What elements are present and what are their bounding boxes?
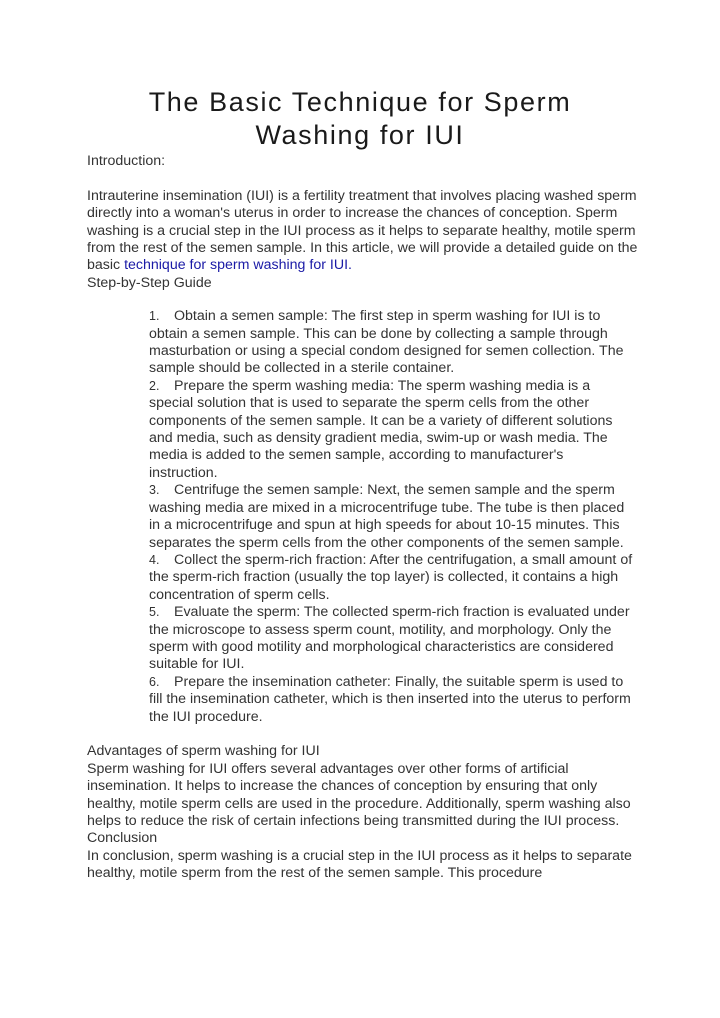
spacer [87,170,647,187]
list-item [149,552,635,604]
step-text: Evaluate the sperm: The collected sperm-rich fraction is evaluated under the microscope to assess sperm count, motility, and morphology. Only the sperm with good motility and morphological characteristics are considered suitable for IUI. [149,604,630,673]
document-body [87,153,647,883]
list-item [149,674,635,726]
step-text: Centrifuge the semen sample: Next, the semen sample and the sperm washing media are mixed in a microcentrifuge tube. The tube is then placed in a microcentrifuge and spun at high speeds for about 10-15 minutes. This separates the sperm cells from the other components of the semen sample. [149,482,625,551]
step-text: Prepare the sperm washing media: The sperm washing media is a special solution that is used to separate the sperm cells from the other components of the semen sample. It can be a variety of different solutions and media, such as density gradient media, swim-up or wash media. The media is added to the semen sample, according to manufacturer's instruction. [149,377,613,481]
advantages-paragraph: Sperm washing for IUI offers several advantages over other forms of artificial insemination. It helps to increase the chances of conception by ensuring that only healthy, motile sperm cells are used in the procedure. Additionally, sperm washing also helps to reduce the risk of certain infections being transmitted during the IUI process. [87,760,631,829]
step-number: 5. [149,605,160,620]
step-text: Prepare the insemination catheter: Finally, the suitable sperm is used to fill the insemination catheter, which is then inserted into the uterus to perform the IUI procedure. [149,673,631,725]
step-text: Obtain a semen sample: The first step in sperm washing for IUI is to obtain a semen sample. This can be done by collecting a sample through masturbation or using a special condom designed for semen collection. The sample should be collected in a sterile container. [149,308,624,377]
step-number: 4. [149,552,160,567]
list-item [149,482,635,552]
sperm-washing-link[interactable]: technique for sperm washing for IUI. [120,257,352,274]
list-item [149,604,635,674]
list-item [149,378,635,482]
intro-text: Intrauterine insemination (IUI) is a fertility treatment that involves placing washed sperm directly into a woman's uterus in order to increase the chances of conception. Sperm washing is a crucial step in the IUI process as it helps to separate healthy, motile sperm from the rest of the semen sample. In this article, we will provide a detailed guide on the basic [87,187,638,274]
step-number: 6. [149,674,160,689]
intro-paragraph [87,188,647,275]
list-item [149,308,635,378]
intro-heading: Introduction: [87,153,166,169]
guide-heading: Step-by-Step Guide [87,274,212,291]
step-number: 2. [149,378,160,393]
conclusion-paragraph: In conclusion, sperm washing is a crucial step in the IUI process as it helps to separate healthy, motile sperm from the rest of the semen sample. This procedure [87,847,632,882]
page-title: The Basic Technique for Sperm Washing for IUI [148,87,572,150]
conclusion-heading: Conclusion [87,830,158,847]
spacer [87,726,647,743]
step-number: 1. [149,309,160,324]
step-text: Collect the sperm-rich fraction: After the centrifugation, a small amount of the sperm-rich fraction (usually the top layer) is collected, it contains a high concentration of sperm cells. [149,551,633,603]
steps-list [87,308,635,726]
advantages-heading: Advantages of sperm washing for IUI [87,743,320,760]
step-number: 3. [149,483,160,498]
